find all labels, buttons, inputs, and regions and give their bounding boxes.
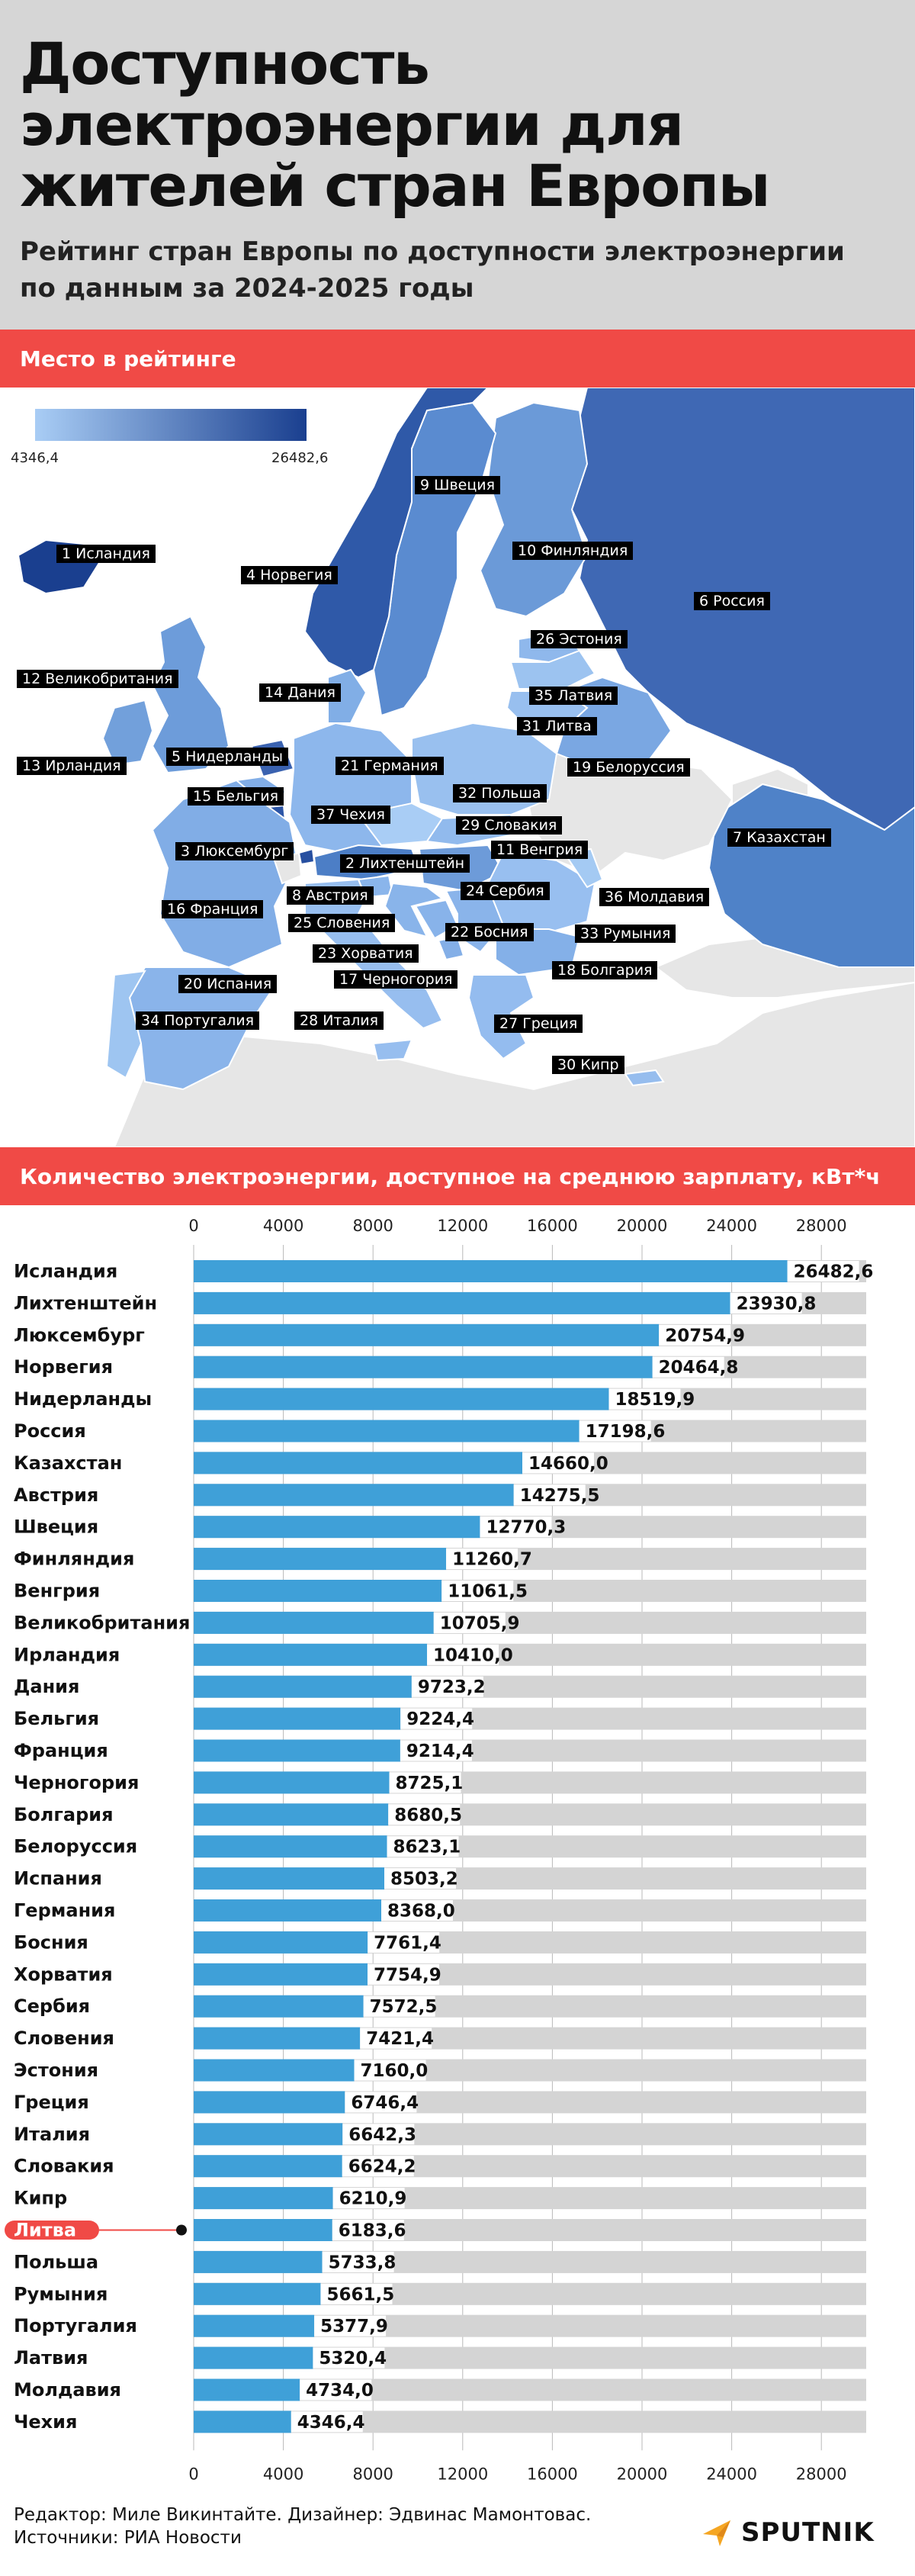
bar: [194, 2187, 333, 2209]
bar-value-label: 23930,8: [736, 1294, 817, 1314]
bar: [194, 1388, 608, 1410]
map-label-greece: 27 Греция: [494, 1015, 583, 1033]
category-label: Великобритания: [14, 1612, 191, 1634]
x-tick-label-top: 4000: [262, 1217, 304, 1235]
category-label: Словения: [14, 2028, 114, 2050]
bar: [194, 2347, 313, 2369]
shape-liechtenstein: [299, 849, 314, 864]
bar: [194, 1931, 368, 1954]
bar: [194, 1260, 788, 1282]
category-label: Норвегия: [14, 1356, 113, 1378]
credits-line-2: Источники: РИА Новости: [14, 2528, 242, 2548]
bar-value-label: 5377,9: [320, 2317, 388, 2337]
map-label-moldova: 36 Молдавия: [599, 888, 709, 906]
category-label: Греция: [14, 2091, 89, 2113]
bar-value-label: 7421,4: [366, 2029, 434, 2050]
category-label: Черногория: [14, 1771, 140, 1793]
bar: [194, 1996, 364, 2018]
map-label-bosnia: 22 Босния: [445, 923, 534, 941]
category-label: Исландия: [14, 1260, 118, 1282]
bar: [194, 2410, 291, 2433]
color-scale-max: 26482,6: [271, 450, 329, 466]
category-label: Лихтенштейн: [14, 1292, 158, 1314]
bar-value-label: 7160,0: [360, 2061, 429, 2081]
category-label: Бельгия: [14, 1708, 100, 1730]
map-label-estonia: 26 Эстония: [531, 630, 628, 648]
bar: [194, 1484, 514, 1506]
x-tick-label-bottom: 12000: [437, 2465, 489, 2484]
category-label: Сербия: [14, 1996, 91, 2018]
category-label: Латвия: [14, 2347, 88, 2369]
category-label: Босния: [14, 1931, 88, 1954]
shape-finland: [480, 403, 587, 616]
x-tick-label-top: 28000: [795, 1217, 847, 1235]
bar-value-label: 14275,5: [519, 1485, 600, 1506]
bar-value-label: 6746,4: [351, 2092, 419, 2113]
category-label: Хорватия: [14, 1963, 113, 1986]
x-tick-label-top: 24000: [706, 1217, 758, 1235]
bar-value-label: 7761,4: [374, 1933, 441, 1954]
bar: [194, 1740, 400, 1762]
x-tick-label-bottom: 16000: [526, 2465, 578, 2484]
category-label: Белоруссия: [14, 1835, 138, 1857]
bar: [194, 1420, 580, 1442]
map-label-czechia: 37 Чехия: [311, 806, 390, 824]
sputnik-logo-icon: [700, 2516, 734, 2549]
category-label: Ирландия: [14, 1644, 120, 1666]
map-label-luxembourg: 3 Люксембург: [175, 842, 294, 860]
x-tick-label-bottom: 0: [188, 2465, 199, 2484]
map-label-denmark: 14 Дания: [259, 683, 341, 702]
x-tick-label-top: 0: [188, 1217, 199, 1235]
x-tick-label-bottom: 8000: [352, 2465, 393, 2484]
bar-value-label: 10410,0: [433, 1645, 513, 1666]
x-tick-label-top: 20000: [616, 1217, 668, 1235]
x-tick-label-bottom: 28000: [795, 2465, 847, 2484]
bar-chart: [0, 1205, 915, 2493]
bar: [194, 1292, 730, 1314]
bar-value-label: 5320,4: [319, 2349, 387, 2369]
bar-value-label: 6642,3: [348, 2124, 417, 2145]
category-label: Дания: [14, 1676, 80, 1698]
bar: [194, 2219, 332, 2241]
map-label-serbia: 24 Сербия: [461, 882, 550, 900]
bar: [194, 2251, 323, 2273]
bar-value-label: 8368,0: [387, 1901, 455, 1922]
footer-credits: [14, 2504, 591, 2549]
bar-value-label: 8623,1: [393, 1837, 461, 1857]
map-label-france: 16 Франция: [162, 900, 263, 918]
bar-value-label: 9224,4: [406, 1709, 474, 1730]
category-label: Чехия: [14, 2410, 78, 2433]
map-label-latvia: 35 Латвия: [529, 687, 618, 705]
x-tick-label-bottom: 24000: [706, 2465, 758, 2484]
map-label-cyprus: 30 Кипр: [552, 1056, 624, 1074]
ranking-map: [0, 388, 915, 1147]
bar: [194, 2091, 345, 2113]
map-label-liechtenstein: 2 Лихтенштейн: [340, 854, 470, 873]
bar-value-label: 17198,6: [585, 1422, 666, 1442]
bar: [194, 1771, 390, 1793]
bar: [194, 2123, 342, 2145]
bar: [194, 1324, 659, 1346]
bar-value-label: 4346,4: [297, 2412, 365, 2433]
header: [0, 0, 915, 330]
x-tick-label-bottom: 20000: [616, 2465, 668, 2484]
bar-value-label: 20464,8: [658, 1358, 739, 1378]
color-scale-min: 4346,4: [11, 450, 59, 466]
map-label-finland: 10 Финляндия: [512, 542, 633, 560]
bar: [194, 1963, 368, 1986]
map-label-norway: 4 Норвегия: [241, 566, 338, 584]
bar-value-label: 4734,0: [306, 2381, 374, 2401]
map-label-sweden: 9 Швеция: [415, 476, 500, 494]
bar: [194, 1835, 387, 1857]
map-label-belgium: 15 Бельгия: [188, 787, 284, 806]
category-label: Польша: [14, 2251, 99, 2273]
page-subtitle: Рейтинг стран Европы по доступности электроэнергии по данным за 2024-2025 годы: [20, 236, 845, 304]
bar-value-label: 12770,3: [486, 1517, 567, 1538]
bar: [194, 1867, 384, 1889]
color-scale-bar: [35, 409, 307, 441]
category-label: Казахстан: [14, 1452, 123, 1474]
category-label: Литва: [14, 2219, 77, 2241]
bar-value-label: 18519,9: [615, 1390, 695, 1410]
map-label-slovakia: 29 Словакия: [456, 816, 562, 835]
x-tick-label-top: 16000: [526, 1217, 578, 1235]
sputnik-logo-text: SPUTNIK: [741, 2517, 875, 2548]
x-tick-label-top: 12000: [437, 1217, 489, 1235]
bar: [194, 2379, 300, 2401]
map-label-austria: 8 Австрия: [287, 886, 374, 905]
map-label-romania: 33 Румыния: [575, 925, 676, 943]
map-label-kazakhstan: 7 Казахстан: [727, 828, 831, 847]
bar: [194, 1452, 522, 1474]
map-label-ireland: 13 Ирландия: [17, 757, 127, 775]
bar: [194, 2315, 314, 2337]
sputnik-logo: [700, 2510, 898, 2555]
bar-value-label: 14660,0: [528, 1453, 608, 1474]
bar: [194, 1356, 653, 1378]
map-label-slovenia: 25 Словения: [288, 914, 395, 932]
highlight-dot: [176, 2225, 187, 2236]
category-label: Испания: [14, 1867, 102, 1889]
map-section-title: Место в рейтинге: [0, 330, 915, 388]
bar-value-label: 8503,2: [390, 1869, 458, 1889]
category-label: Франция: [14, 1740, 108, 1761]
map-label-italy: 28 Италия: [294, 1011, 384, 1030]
bar-value-label: 6210,9: [339, 2188, 407, 2209]
bar: [194, 2028, 360, 2050]
category-label: Россия: [14, 1420, 86, 1442]
bar-chart-svg: [0, 1205, 915, 2493]
map-label-poland: 32 Польша: [453, 784, 547, 802]
bar-value-label: 6624,2: [348, 2156, 416, 2177]
bar: [194, 2155, 342, 2177]
category-label: Эстония: [14, 2060, 99, 2081]
bar-value-label: 5661,5: [326, 2285, 395, 2305]
map-label-bulgaria: 18 Болгария: [552, 961, 657, 979]
bar-value-label: 8725,1: [395, 1773, 464, 1793]
bar: [194, 1548, 446, 1570]
bar: [194, 1899, 381, 1922]
map-label-croatia: 23 Хорватия: [313, 944, 419, 963]
category-label: Австрия: [14, 1484, 99, 1506]
bar-value-label: 10705,9: [439, 1613, 520, 1634]
map-label-spain: 20 Испания: [178, 975, 277, 993]
category-label: Нидерланды: [14, 1388, 152, 1410]
map-label-montenegro: 17 Черногория: [334, 970, 458, 989]
bar: [194, 1803, 388, 1825]
chart-section-title: Количество электроэнергии, доступное на среднюю зарплату, кВт*ч: [0, 1147, 915, 1205]
map-label-netherlands: 5 Нидерланды: [166, 748, 288, 766]
map-label-belarus: 19 Белоруссия: [567, 758, 690, 777]
map-label-germany: 21 Германия: [336, 757, 444, 775]
category-label: Румыния: [14, 2283, 108, 2305]
bar-value-label: 11260,7: [452, 1549, 532, 1570]
bar-value-label: 7572,5: [369, 1997, 438, 2018]
map-label-russia: 6 Россия: [694, 592, 770, 610]
bar-value-label: 8680,5: [394, 1805, 462, 1825]
map-label-lithuania: 31 Литва: [517, 717, 597, 735]
category-label: Люксембург: [14, 1324, 145, 1346]
category-label: Венгрия: [14, 1580, 101, 1602]
bar: [194, 1708, 400, 1730]
bar-value-label: 26482,6: [793, 1262, 874, 1282]
shape-ireland: [103, 700, 152, 765]
category-label: Болгария: [14, 1803, 114, 1825]
category-label: Кипр: [14, 2187, 68, 2209]
bar: [194, 1580, 441, 1602]
x-tick-label-bottom: 4000: [262, 2465, 304, 2484]
bar-value-label: 7754,9: [373, 1965, 441, 1986]
bar-value-label: 20754,9: [665, 1326, 745, 1346]
bar: [194, 1612, 434, 1634]
bar: [194, 2060, 355, 2082]
credits-line-1: Редактор: Миле Викинтайте. Дизайнер: Эдвинас Мамонтовас.: [14, 2505, 592, 2525]
shape-italy-sicily: [374, 1040, 412, 1060]
bar-value-label: 11061,5: [448, 1581, 528, 1602]
map-label-iceland: 1 Исландия: [56, 545, 156, 563]
x-tick-label-top: 8000: [352, 1217, 393, 1235]
bar: [194, 1644, 427, 1666]
bar-value-label: 6183,6: [338, 2221, 406, 2241]
category-label: Германия: [14, 1899, 116, 1922]
map-shapes: [0, 388, 915, 1147]
map-label-portugal: 34 Португалия: [136, 1011, 259, 1030]
map-label-uk: 12 Великобритания: [17, 670, 178, 688]
category-label: Словакия: [14, 2155, 114, 2177]
category-label: Финляндия: [14, 1548, 135, 1570]
page-title: Доступность электроэнергии для жителей стран Европы: [20, 30, 770, 220]
bar-value-label: 9723,2: [417, 1677, 486, 1698]
category-label: Молдавия: [14, 2379, 121, 2401]
category-label: Португалия: [14, 2315, 137, 2337]
bar-value-label: 5733,8: [328, 2253, 396, 2273]
category-label: Италия: [14, 2123, 90, 2145]
category-label: Швеция: [14, 1516, 99, 1538]
map-label-hungary: 11 Венгрия: [491, 841, 588, 859]
bar: [194, 1676, 412, 1698]
bar-value-label: 9214,4: [406, 1741, 474, 1761]
bar: [194, 2283, 320, 2305]
bar: [194, 1516, 480, 1538]
